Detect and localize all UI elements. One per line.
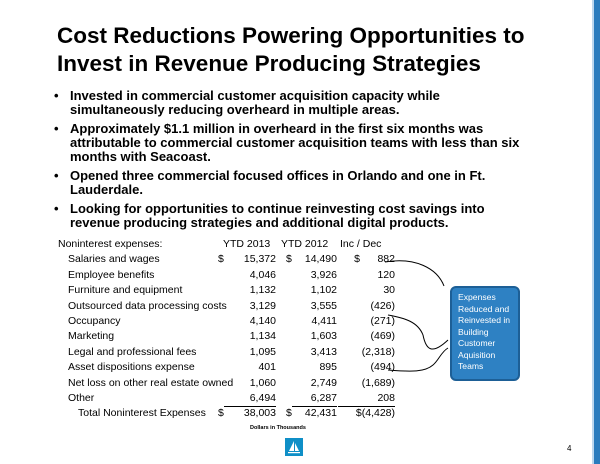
currency-symbol: $ — [218, 407, 224, 420]
ytd-2013-value: 15,372 — [243, 253, 276, 266]
row-label: Employee benefits — [68, 268, 155, 281]
slide-title — [57, 22, 577, 78]
ytd-2012-value: 3,926 — [310, 268, 337, 281]
total-label: Total Noninterest Expenses — [78, 407, 206, 420]
row-label: Legal and professional fees — [68, 345, 197, 358]
inc-dec-value: 30 — [383, 284, 395, 297]
inc-dec-value: 208 — [338, 391, 395, 407]
currency-symbol: $ — [286, 407, 292, 420]
bullet-list — [52, 89, 592, 235]
ytd-2013-value: 6,494 — [224, 391, 276, 407]
inc-dec-value: 120 — [377, 268, 395, 281]
bullet-item — [52, 89, 592, 117]
ytd-2013-value: 1,060 — [249, 376, 276, 389]
ytd-2012-value: 4,411 — [311, 314, 337, 327]
row-label: Asset dispositions expense — [68, 361, 195, 374]
inc-dec-value: (271) — [370, 314, 395, 327]
inc-dec-value: (494) — [370, 361, 395, 374]
callout-line: Reinvested in — [458, 315, 511, 325]
total-ytd-2012: 42,431 — [304, 407, 337, 420]
right-accent-bar — [594, 0, 600, 464]
bullet-line: attributable to commercial customer acquisition teams with less than six — [70, 135, 520, 150]
row-label: Salaries and wages — [68, 253, 160, 266]
bullet-line: Looking for opportunities to continue reinvesting cost savings into — [70, 201, 485, 216]
total-inc-dec: $(4,428) — [355, 407, 395, 420]
total-ytd-2013: 38,003 — [243, 407, 276, 420]
row-label: Outsourced data processing costs — [68, 299, 227, 312]
callout-box — [450, 286, 520, 381]
callout-line: Reduced and — [458, 303, 510, 314]
bullet-line: Opened three commercial focused offices in Orlando and one in Ft. — [70, 168, 486, 183]
callout-line: Aquisition — [458, 349, 496, 360]
table-header-col3: Inc / Dec — [340, 238, 382, 250]
ytd-2013-value: 3,129 — [249, 299, 276, 312]
ytd-2013-value: 1,134 — [249, 330, 276, 343]
sailboat-logo-icon — [285, 438, 303, 456]
ytd-2013-value: 401 — [258, 361, 276, 374]
ytd-2012-value: 895 — [319, 361, 337, 374]
bullet-line: Invested in commercial customer acquisition capacity while — [70, 88, 440, 103]
bullet-icon: • — [54, 201, 59, 216]
bullet-line: simultaneously reducing overheard in multiple areas. — [70, 102, 400, 117]
ytd-2012-value: 1,102 — [310, 284, 337, 297]
table-header-col1: YTD 2013 — [223, 238, 271, 250]
callout-line: Expenses — [458, 292, 496, 302]
inc-dec-value: (1,689) — [361, 376, 395, 389]
currency-symbol: $ — [218, 253, 224, 266]
bullet-item — [52, 122, 592, 164]
bracket-curve-icon — [388, 348, 448, 371]
ytd-2013-value: 1,132 — [249, 284, 276, 297]
row-label: Net loss on other real estate owned — [68, 376, 234, 389]
ytd-2012-value: 6,287 — [292, 391, 337, 407]
row-label: Occupancy — [68, 314, 121, 327]
inc-dec-value: $ 882 — [354, 253, 395, 266]
table-header-col2: YTD 2012 — [281, 238, 329, 250]
table-header-label: Noninterest expenses: — [58, 238, 163, 250]
ytd-2013-value: 1,095 — [249, 345, 276, 358]
ytd-2012-value: 3,555 — [310, 299, 337, 312]
inc-dec-value: (2,318) — [361, 345, 395, 358]
bullet-line: months with Seacoast. — [70, 149, 211, 164]
callout-line: Customer — [458, 338, 496, 348]
bullet-line: revenue producing strategies and additional digital products. — [70, 215, 449, 230]
bullet-icon: • — [54, 88, 59, 103]
callout-line: Building — [458, 326, 489, 337]
ytd-2012-value: 3,413 — [310, 345, 337, 358]
bullet-item — [52, 169, 592, 197]
page-number: 4 — [567, 444, 572, 453]
footnote: Dollars in Thousands — [250, 425, 306, 431]
bracket-curve-icon — [388, 315, 448, 349]
ytd-2012-value: 1,603 — [310, 330, 337, 343]
currency-symbol: $ — [286, 253, 292, 266]
bullet-line: Lauderdale. — [70, 182, 143, 197]
ytd-2012-value: 14,490 — [304, 253, 337, 266]
title-line-2: Invest in Revenue Producing Strategies — [57, 51, 481, 76]
bullet-icon: • — [54, 121, 59, 136]
inc-dec-value: (469) — [370, 330, 395, 343]
callout-line: Teams — [458, 361, 484, 371]
row-label: Marketing — [68, 330, 115, 343]
ytd-2012-value: 2,749 — [310, 376, 337, 389]
ytd-2013-value: 4,046 — [249, 268, 276, 281]
row-label: Furniture and equipment — [68, 284, 183, 297]
bullet-line: Approximately $1.1 million in overheard in the first six months was — [70, 121, 484, 136]
ytd-2013-value: 4,140 — [249, 314, 276, 327]
row-label: Other — [68, 391, 95, 404]
title-line-1: Cost Reductions Powering Opportunities to — [57, 23, 525, 48]
inc-dec-value: (426) — [370, 299, 395, 312]
bullet-icon: • — [54, 168, 59, 183]
bullet-item — [52, 202, 592, 230]
